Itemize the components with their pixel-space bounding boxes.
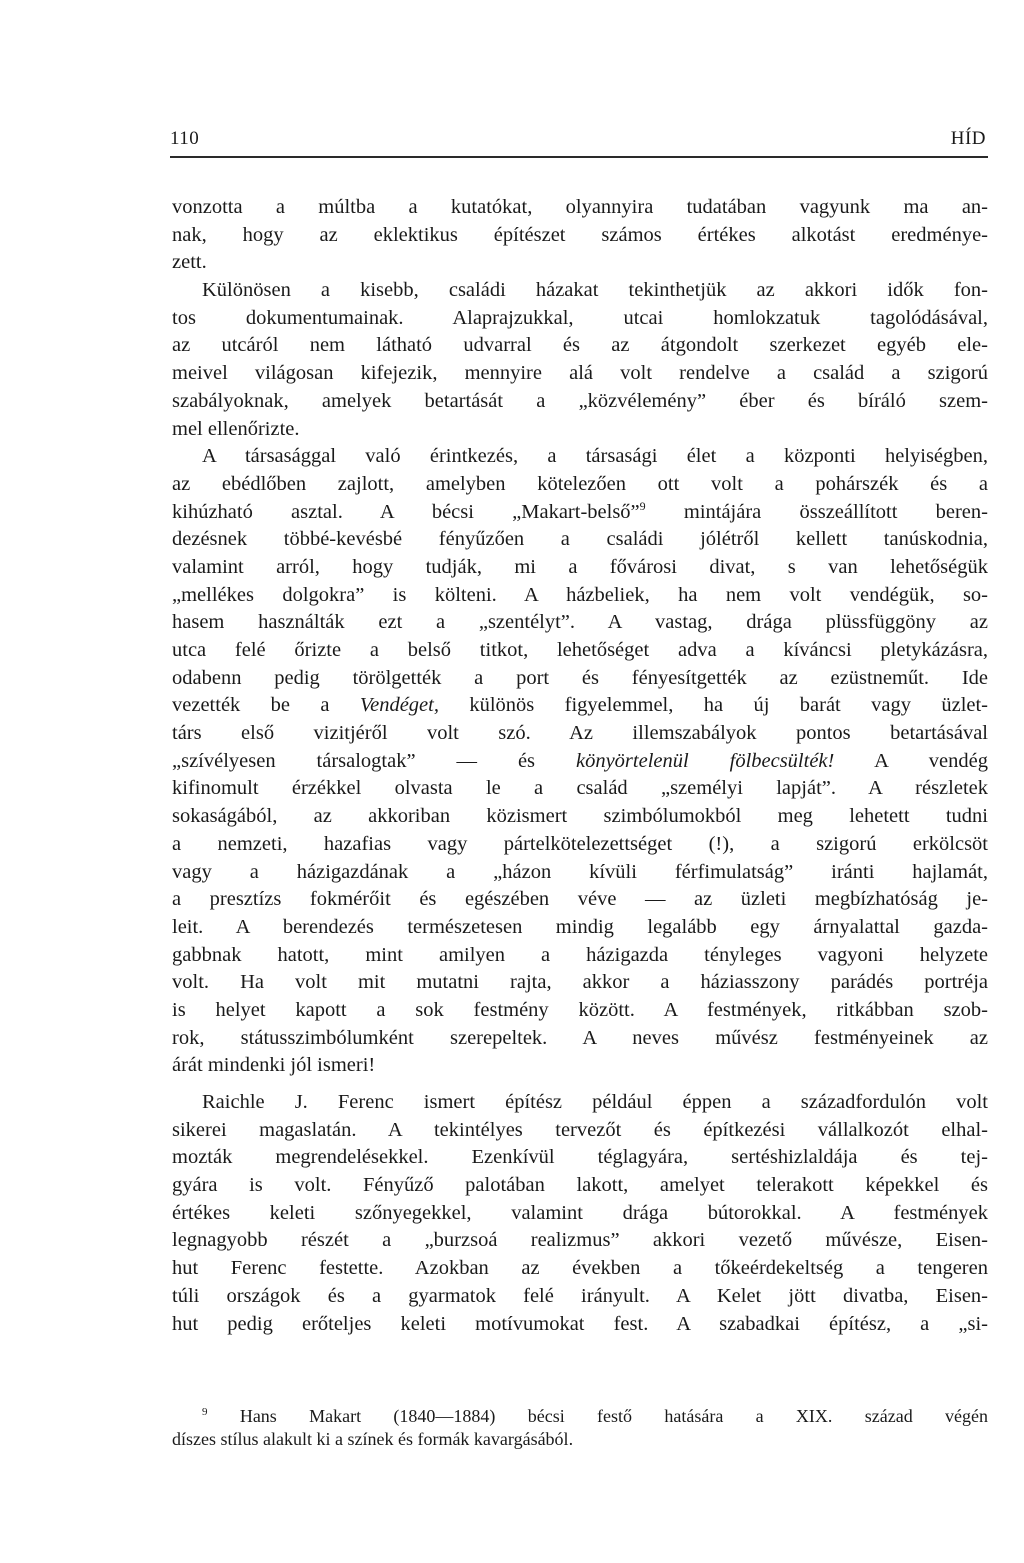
text-segment: mel ellenőrizte. xyxy=(172,417,300,440)
text-line xyxy=(172,997,988,1025)
text-line xyxy=(172,1200,988,1228)
text-segment: kihúzható asztal. A bécsi „Makart-belső” xyxy=(172,500,640,523)
running-head xyxy=(170,128,988,158)
text-segment: zett. xyxy=(172,251,207,274)
text-segment: a nemzeti, hazafias vagy pártelkötelezettséget (!), a szigorú erkölcsöt xyxy=(172,832,988,855)
text-segment: is helyet kapott a sok festmény között. A festmények, ritkábban szob- xyxy=(172,998,988,1021)
text-segment: kifinomult érzékkel olvasta le a család „személyi lapját”. A részletek xyxy=(172,777,988,800)
text-line xyxy=(172,665,988,693)
text-segment: „szívélyesen társalogtak” — és xyxy=(172,749,576,772)
text-segment: gyára is volt. Fényűző palotában lakott, amelyet telerakott képekkel és xyxy=(172,1174,988,1197)
text-segment: az utcáról nem látható udvarral és az átgondolt szerkezet egyéb ele- xyxy=(172,334,988,357)
text-line xyxy=(172,416,988,444)
text-segment: árát mindenki jól ismeri! xyxy=(172,1054,376,1077)
text-line xyxy=(172,1311,988,1339)
text-line xyxy=(172,360,988,388)
text-line xyxy=(172,1227,988,1255)
text-segment: A vendég xyxy=(834,749,988,772)
text-line xyxy=(172,748,988,776)
text-segment: értékes keleti szőnyegekkel, valamint drága bútorokkal. A festmények xyxy=(172,1201,988,1224)
page-number: 110 xyxy=(170,128,200,149)
text-line xyxy=(172,554,988,582)
text-line xyxy=(172,1255,988,1283)
text-segment: volt. Ha volt mit mutatni rajta, akkor a háziasszony parádés portréja xyxy=(172,971,988,994)
text-line xyxy=(172,526,988,554)
text-segment: hasem használták ezt a „szentélyt”. A vastag, drága plüssfüggöny az xyxy=(172,611,988,634)
text-line xyxy=(172,499,988,527)
text-segment: hut Ferenc festette. Azokban az években a tőkeérdekeltség a tengeren xyxy=(172,1257,988,1280)
footnote-reference: 9 xyxy=(639,498,646,513)
footnote-line: díszes stílus alakult ki a színek és formák kavargásából. xyxy=(172,1429,574,1449)
text-segment: dezésnek többé-kevésbé fényűzően a családi jólétről kellett tanúskodnia, xyxy=(172,528,988,551)
text-line xyxy=(172,692,988,720)
text-line xyxy=(172,942,988,970)
text-line xyxy=(172,1117,988,1145)
text-line xyxy=(172,609,988,637)
text-line xyxy=(172,443,988,471)
text-line xyxy=(172,1283,988,1311)
text-line xyxy=(172,471,988,499)
text-segment: tos dokumentumainak. Alaprajzukkal, utcai homlokzatuk tagolódásával, xyxy=(172,306,988,329)
footnote-text: Hans Makart (1840—1884) bécsi festő hatására a XIX. század végén xyxy=(207,1406,988,1426)
text-segment: utca felé őrizte a belső titkot, lehetőséget adva a kíváncsi pletykázásra, xyxy=(172,639,988,661)
text-segment: sokaságából, az akkoriban közismert szimbólumokból meg lehetett tudni xyxy=(172,805,988,828)
text-line xyxy=(172,222,988,250)
text-line xyxy=(172,1052,988,1080)
text-segment: rok, státusszimbólumként szerepeltek. A neves művész festményeinek az xyxy=(172,1026,988,1049)
text-segment: vonzotta a múltba a kutatókat, olyannyira tudatában vagyunk ma an- xyxy=(172,196,988,218)
emphasis-text: könyörtelenül fölbecsülték! xyxy=(575,749,835,772)
text-line xyxy=(172,388,988,416)
text-line xyxy=(172,332,988,360)
text-segment: odabenn pedig törölgették a port és fényesítgették az ezüstneműt. Ide xyxy=(172,666,988,689)
text-segment: A társasággal való érintkezés, a társasági élet a központi helyiségben, xyxy=(202,445,988,468)
text-line xyxy=(172,1172,988,1200)
text-line xyxy=(172,886,988,914)
emphasis-text: Vendéget, xyxy=(359,694,439,717)
text-segment: hut pedig erőteljes keleti motívumokat fest. A szabadkai építész, a „si- xyxy=(172,1312,988,1335)
text-segment: vagy a házigazdának a „házon kívüli férfimulatság” iránti hajlamát, xyxy=(172,860,988,883)
text-line xyxy=(172,637,988,665)
text-line xyxy=(172,582,988,610)
header-rule xyxy=(170,156,988,158)
text-segment: mintájára összeállított beren- xyxy=(645,500,988,523)
text-line xyxy=(172,1089,988,1117)
text-segment: „mellékes dolgokra” is költeni. A házbeliek, ha nem volt vendégük, so- xyxy=(172,583,988,606)
text-line xyxy=(172,1025,988,1053)
text-segment: nak, hogy az eklektikus építészet számos értékes alkotást eredménye- xyxy=(172,223,988,246)
text-line xyxy=(172,914,988,942)
text-line xyxy=(172,969,988,997)
text-segment: társ első vizitjéről volt szó. Az illemszabályok pontos betartásával xyxy=(172,722,988,745)
text-segment: különös figyelemmel, ha új barát vagy üzlet- xyxy=(438,694,988,717)
text-line xyxy=(172,1144,988,1172)
text-segment: valamint arról, hogy tudják, mi a fővárosi divat, s van lehetőségük xyxy=(172,555,988,578)
text-segment: gabbnak hatott, mint amilyen a házigazda tényleges vagyoni helyzete xyxy=(172,943,988,966)
text-segment: meivel világosan kifejezik, mennyire alá volt rendelve a család a szigorú xyxy=(172,362,988,385)
footnote-line xyxy=(172,1405,988,1428)
text-line xyxy=(172,803,988,831)
text-line xyxy=(172,194,988,222)
text-segment: vezették be a xyxy=(172,694,360,717)
text-segment: Raichle J. Ferenc ismert építész például éppen a századfordulón volt xyxy=(202,1091,988,1113)
journal-name: HÍD xyxy=(950,128,986,149)
text-segment: szabályoknak, amelyek betartását a „közvélemény” éber és bíráló szem- xyxy=(172,389,988,412)
text-line xyxy=(172,249,988,277)
text-segment: az ebédlőben zajlott, amelyben kötelezően ott volt a pohárszék és a xyxy=(172,472,988,495)
text-segment: mozták megrendelésekkel. Ezenkívül téglagyára, sertéshizlaldája és tej- xyxy=(172,1146,988,1169)
text-line xyxy=(172,775,988,803)
footnote xyxy=(172,1405,988,1451)
text-line xyxy=(172,831,988,859)
text-segment: leit. A berendezés természetesen mindig legalább egy árnyalattal gazda- xyxy=(172,915,988,938)
footnote-marker: 9 xyxy=(202,1406,208,1418)
text-segment: túli országok és a gyarmatok felé irányult. A Kelet jött divatba, Eisen- xyxy=(172,1284,988,1307)
text-line xyxy=(172,305,988,333)
text-segment: a presztízs fokmérőit és egészében véve — az üzleti megbízhatóság je- xyxy=(172,888,988,911)
text-segment: legnagyobb részét a „burzsoá realizmus” akkori vezető művésze, Eisen- xyxy=(172,1229,988,1252)
text-line xyxy=(172,277,988,305)
text-segment: sikerei magaslatán. A tekintélyes tervezőt és építkezési vállalkozót elhal- xyxy=(172,1118,988,1141)
text-segment: Különösen a kisebb, családi házakat tekinthetjük az akkori idők fon- xyxy=(202,279,988,302)
body-text xyxy=(172,194,988,1338)
text-line xyxy=(172,859,988,887)
text-line xyxy=(172,720,988,748)
